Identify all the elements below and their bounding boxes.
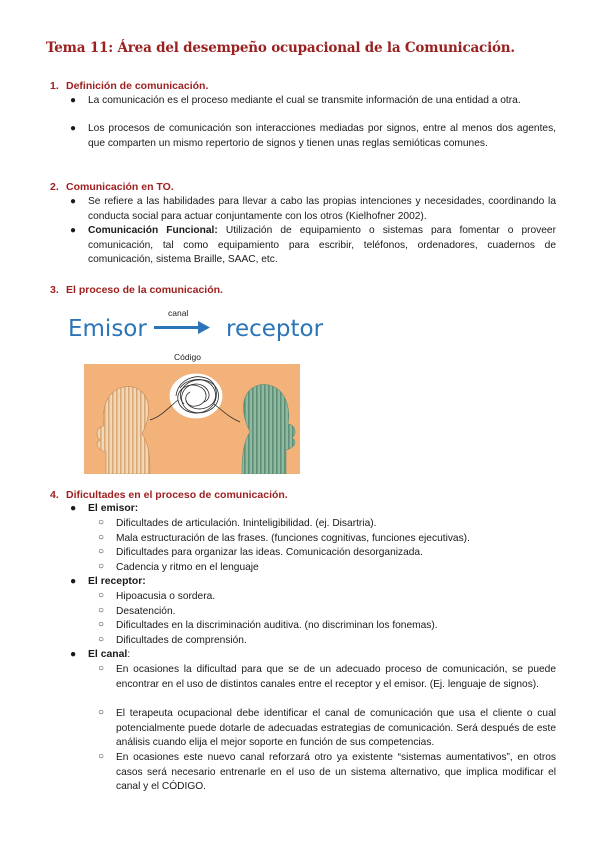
item-text: Cadencia y ritmo en el lenguaje <box>116 562 259 573</box>
bullet-icon: ● <box>70 649 77 660</box>
list-item <box>70 195 556 224</box>
list-item <box>98 532 556 547</box>
item-text: Dificultades de articulación. Ininteligibilidad. (ej. Disartria). <box>116 518 377 529</box>
circle-bullet-icon: ○ <box>98 532 105 543</box>
circle-bullet-icon: ○ <box>98 561 105 572</box>
circle-bullet-icon: ○ <box>98 634 105 645</box>
list-item <box>70 94 556 109</box>
circle-bullet-icon: ○ <box>98 517 105 528</box>
bullet-text: Los procesos de comunicación son interacciones mediadas por signos, entre al menos dos agentes, que comparten un mismo repertorio de signos y tienen unas reglas semióticas comunes. <box>88 123 556 149</box>
page-title: Tema 11: Área del desempeño ocupacional de la Comunicación. <box>46 40 515 56</box>
section-1-heading <box>50 80 208 92</box>
item-text: En ocasiones este nuevo canal reforzará otro ya existente “sistemas aumentativos”, en otros casos será necesario entrenarle en el uso de un sistema alternativo, que implica modificar el canal y el CÓDIGO. <box>116 752 556 793</box>
section-2-heading <box>50 181 174 193</box>
list-item <box>98 517 556 532</box>
section-3-heading <box>50 284 223 296</box>
bullet-icon: ● <box>70 225 77 236</box>
item-text: El terapeuta ocupacional debe identificar el canal de comunicación que usa el cliente o cual potencialmente puede dotarle de adecuadas estrategias de comunicación. Será después de este análisis cuando elija el mejor soporte en función de sus competencias. <box>116 708 556 749</box>
group-emisor-heading <box>70 503 138 514</box>
section-heading-text: Dificultades en el proceso de comunicación. <box>66 489 288 501</box>
list-item <box>98 751 556 795</box>
arrow-right-icon <box>154 321 210 334</box>
list-item <box>98 561 556 576</box>
circle-bullet-icon: ○ <box>98 546 105 557</box>
group-label-suffix: : <box>127 649 131 660</box>
section-number: 1. <box>50 80 59 92</box>
section-number: 3. <box>50 284 59 296</box>
group-label: El emisor: <box>88 503 139 514</box>
item-text: Dificultades en la discriminación auditiva. (no discriminan los fonemas). <box>116 620 438 631</box>
emisor-label: Emisor <box>68 316 147 342</box>
group-label-text: El canal <box>88 649 128 660</box>
bullet-icon: ● <box>70 576 77 587</box>
bullet-body: Utilización de equipamiento o sistemas para fomentar o proveer comunicación, tal como equipamiento para escribir, teléfonos, ordenadores, cuadernos de comunicación, sistema Braille, SAAC, etc. <box>88 225 556 266</box>
group-label <box>88 649 130 660</box>
receptor-label: receptor <box>226 316 324 342</box>
circle-bullet-icon: ○ <box>98 663 105 674</box>
communication-illustration <box>84 364 300 474</box>
item-text: Desatención. <box>116 606 176 617</box>
item-text: Dificultades de comprensión. <box>116 635 247 646</box>
bullet-text: La comunicación es el proceso mediante el cual se transmite información de una entidad a otra. <box>88 95 521 106</box>
list-item <box>98 707 556 751</box>
list-item <box>98 605 556 620</box>
section-heading-text: Definición de comunicación. <box>66 80 209 92</box>
circle-bullet-icon: ○ <box>98 707 105 718</box>
list-item <box>98 590 556 605</box>
item-text: Dificultades para organizar las ideas. Comunicación desorganizada. <box>116 547 423 558</box>
circle-bullet-icon: ○ <box>98 590 105 601</box>
group-canal-heading <box>70 649 130 660</box>
list-item <box>98 546 556 561</box>
section-heading-text: Comunicación en TO. <box>66 181 174 193</box>
communication-diagram <box>68 304 332 474</box>
list-item <box>98 663 556 692</box>
list-item <box>70 122 556 151</box>
bullet-icon: ● <box>70 503 77 514</box>
item-text: Hipoacusia o sordera. <box>116 591 216 602</box>
list-item <box>70 224 556 268</box>
bullet-icon: ● <box>70 95 77 106</box>
bullet-text <box>88 224 556 268</box>
section-heading-text: El proceso de la comunicación. <box>66 284 223 296</box>
section-4-heading <box>50 489 288 501</box>
codigo-label: Código <box>174 352 201 362</box>
group-receptor-heading <box>70 576 146 587</box>
section-number: 4. <box>50 489 59 501</box>
section-number: 2. <box>50 181 59 193</box>
circle-bullet-icon: ○ <box>98 751 105 762</box>
list-item <box>98 619 556 634</box>
canal-label: canal <box>168 308 189 318</box>
item-text: Mala estructuración de las frases. (funciones cognitivas, funciones ejecutivas). <box>116 533 470 544</box>
circle-bullet-icon: ○ <box>98 619 105 630</box>
item-text: En ocasiones la dificultad para que se de un adecuado proceso de comunicación, se puede encontrar en el uso de distintos canales entre el receptor y el emisor. (Ej. lenguaje de signos). <box>116 664 556 690</box>
group-label: El receptor: <box>88 576 146 587</box>
bullet-lead: Comunicación Funcional: <box>88 225 218 236</box>
bullet-icon: ● <box>70 123 77 134</box>
bullet-text: Se refiere a las habilidades para llevar a cabo las propias intenciones y necesidades, coordinando la conducta social para actuar conjuntamente con los otros (Kielhofner 2002). <box>88 196 556 222</box>
bullet-icon: ● <box>70 196 77 207</box>
circle-bullet-icon: ○ <box>98 605 105 616</box>
list-item <box>98 634 556 649</box>
